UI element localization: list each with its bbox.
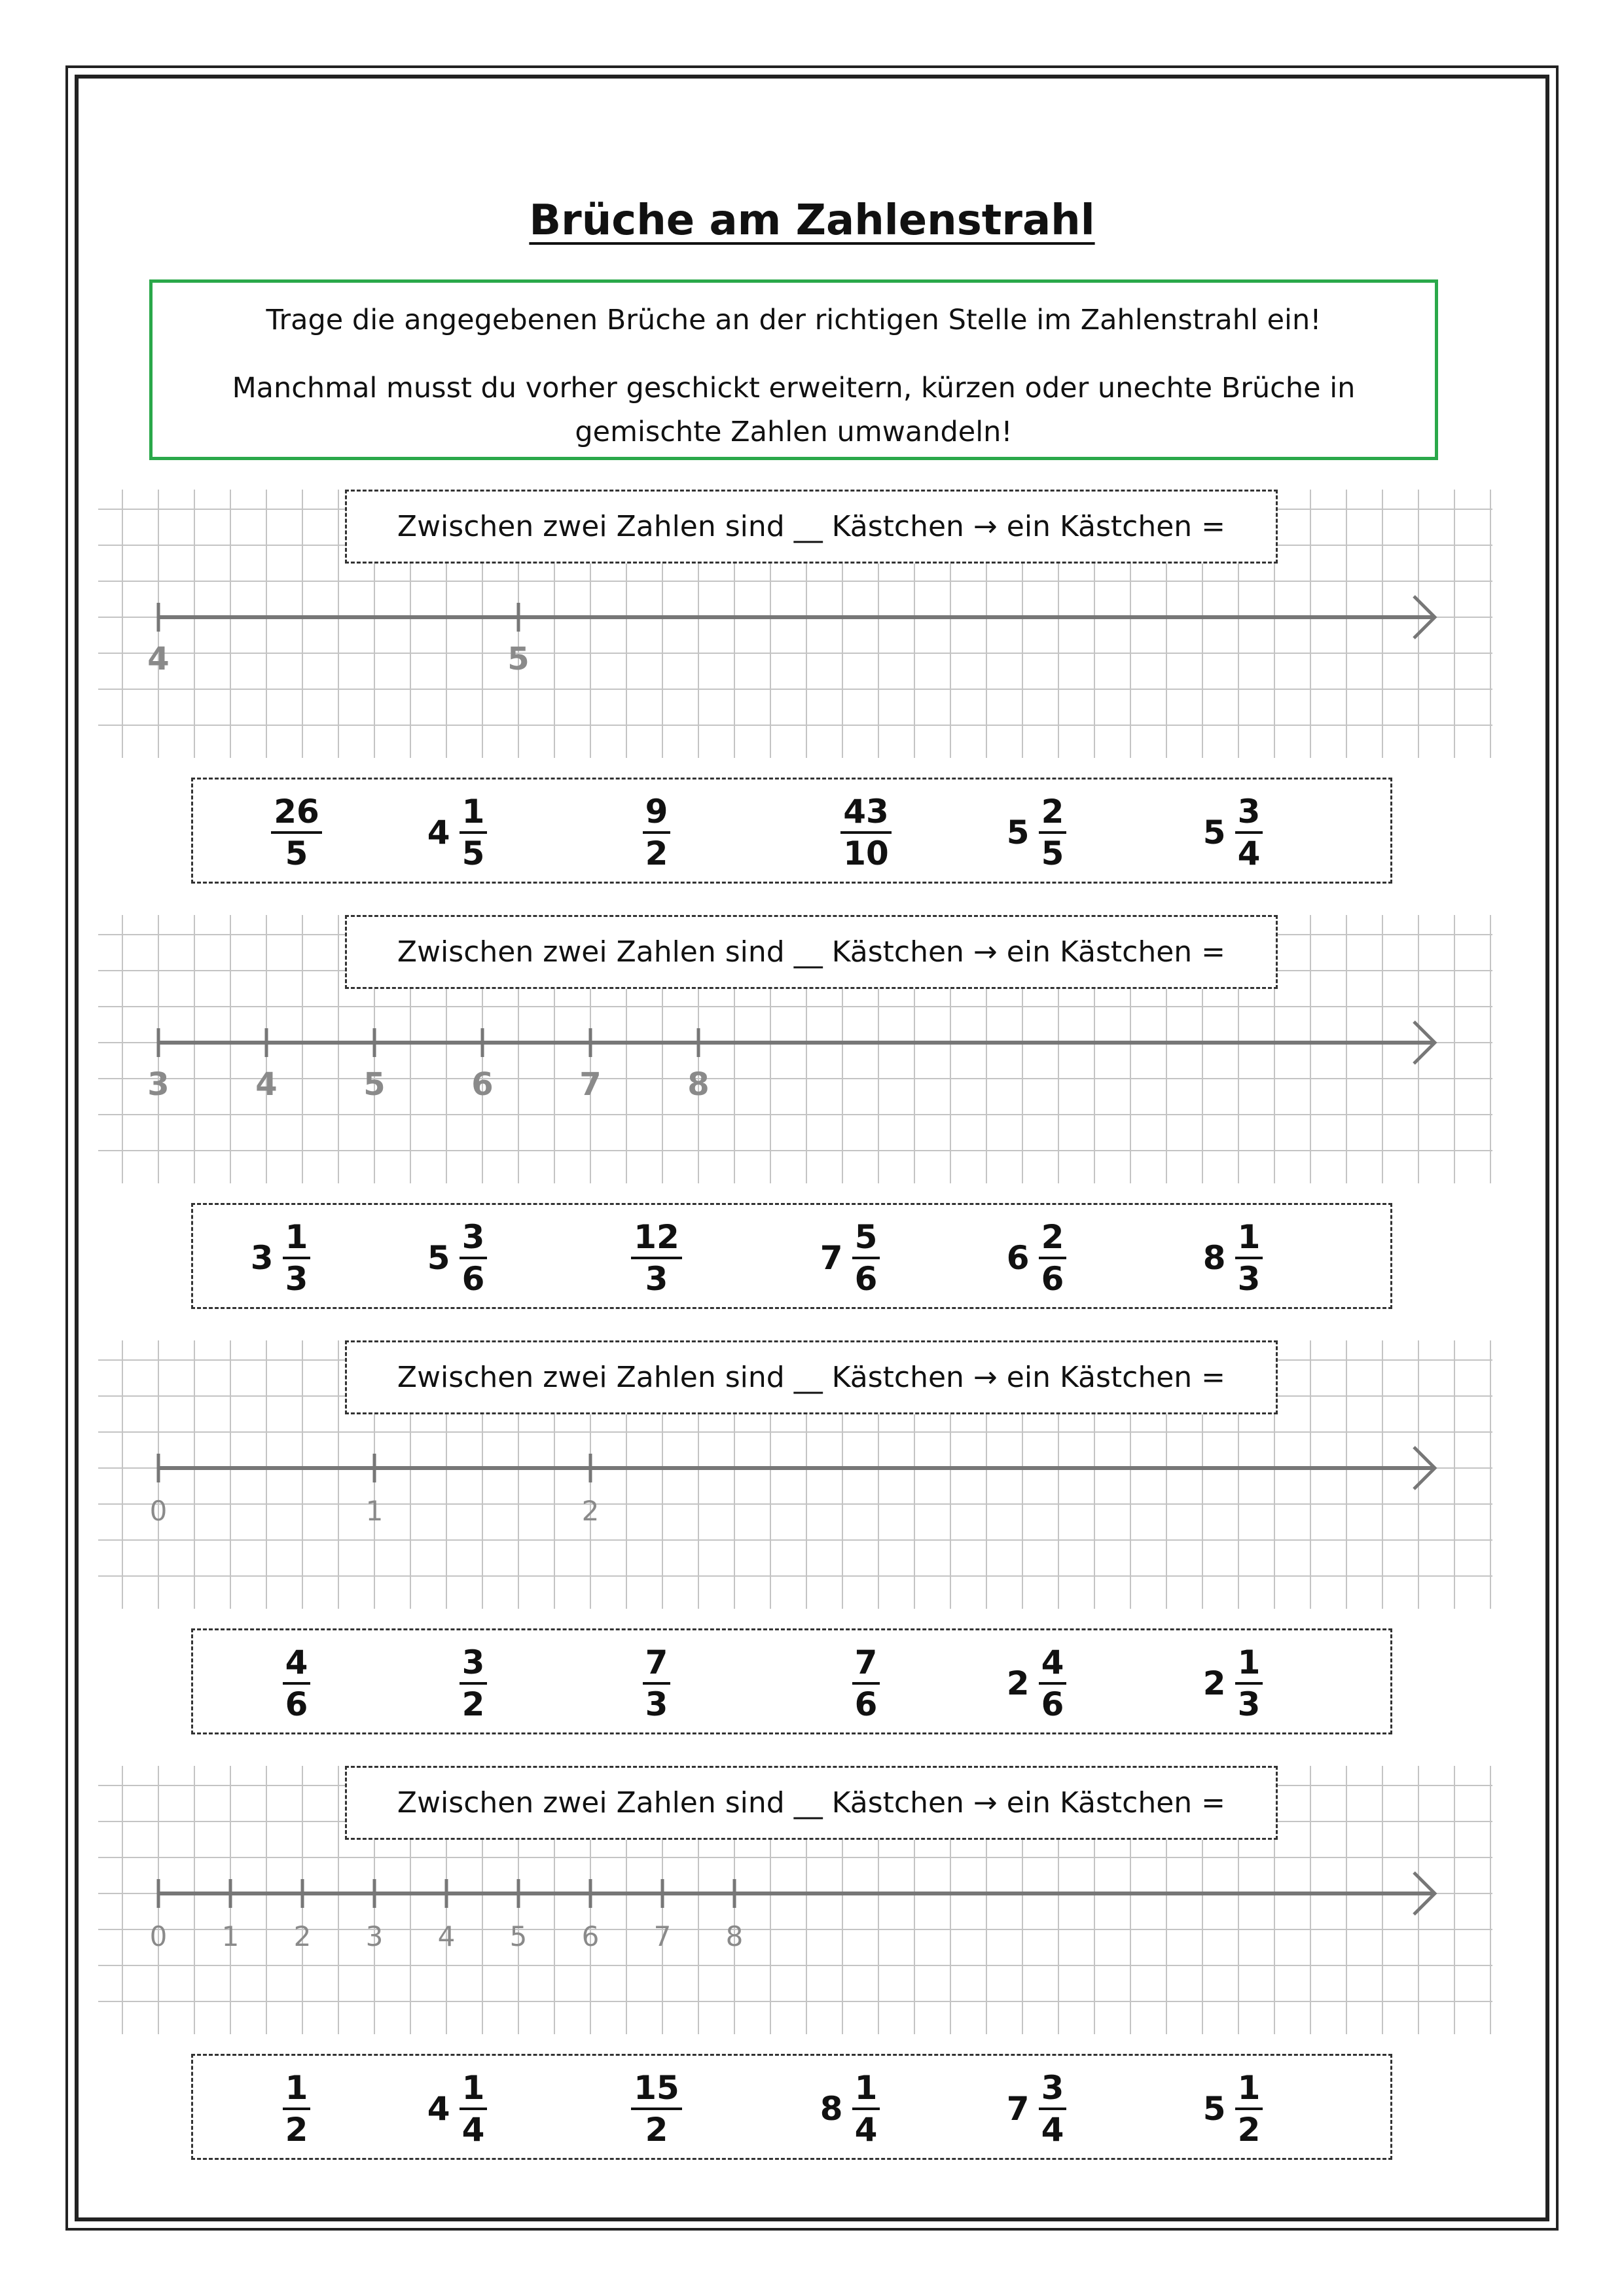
denominator: 3 (645, 1260, 668, 1298)
hint-box: Zwischen zwei Zahlen sind __ Kästchen → ein Kästchen = (345, 490, 1278, 564)
axis-label: 6 (471, 1066, 494, 1103)
numerator: 1 (461, 2069, 485, 2107)
denominator: 6 (1041, 1260, 1064, 1298)
axis-label: 7 (579, 1066, 602, 1103)
axis-label: 4 (255, 1066, 278, 1103)
denominator: 2 (461, 1685, 485, 1723)
fraction-item (631, 2066, 682, 2151)
denominator: 4 (1237, 834, 1261, 872)
numerator: 15 (634, 2069, 679, 2107)
number-line-section-4 (0, 1766, 1624, 2191)
fraction (283, 2068, 311, 2149)
fraction-item (820, 2066, 880, 2151)
fraction-item (271, 790, 322, 875)
worksheet-title: Brüche am Zahlenstrahl (529, 196, 1095, 245)
fraction (631, 2068, 682, 2149)
numerator: 9 (645, 793, 668, 831)
denominator: 2 (285, 2111, 308, 2149)
numerator: 4 (1041, 1643, 1064, 1681)
whole-number: 8 (1202, 1239, 1226, 1277)
numerator: 1 (461, 793, 485, 831)
denominator: 4 (461, 2111, 485, 2149)
fraction (1235, 1643, 1263, 1724)
axis-label: 1 (365, 1495, 384, 1527)
fraction-item (283, 1641, 311, 1726)
denominator: 4 (1041, 2111, 1064, 2149)
denominator: 3 (645, 1685, 668, 1723)
fraction-item (460, 1641, 488, 1726)
fraction (460, 1643, 488, 1724)
fraction (460, 1217, 488, 1299)
denominator: 6 (285, 1685, 308, 1723)
denominator: 5 (285, 834, 308, 872)
whole-number: 4 (427, 814, 450, 852)
fraction (1039, 2068, 1067, 2149)
axis-label: 5 (507, 641, 530, 677)
fraction-item (820, 1215, 880, 1300)
whole-number: 6 (1006, 1239, 1030, 1277)
axis-label: 4 (437, 1920, 456, 1952)
fraction-item (1007, 2066, 1067, 2151)
numerator: 2 (1041, 1218, 1064, 1256)
axis-label: 8 (725, 1920, 744, 1952)
axis-label: 2 (293, 1920, 312, 1952)
numerator: 7 (854, 1643, 878, 1681)
number-line-section-1 (0, 490, 1624, 915)
axis-label: 3 (147, 1066, 170, 1103)
fraction (1235, 2068, 1263, 2149)
numerator: 1 (1237, 1218, 1261, 1256)
fraction (460, 2068, 488, 2149)
fraction (643, 792, 671, 873)
hint-box: Zwischen zwei Zahlen sind __ Kästchen → ein Kästchen = (345, 1766, 1278, 1840)
numerator: 1 (285, 2069, 308, 2107)
fraction-item (1203, 2066, 1263, 2151)
denominator: 6 (461, 1260, 485, 1298)
instruction-line-1: Trage die angegebenen Brüche an der richtigen Stelle im Zahlenstrahl ein! (266, 304, 1322, 336)
whole-number: 5 (427, 1239, 450, 1277)
whole-number: 8 (820, 2090, 843, 2128)
fraction-item (631, 1215, 682, 1300)
denominator: 2 (645, 834, 668, 872)
axis-label: 0 (149, 1920, 168, 1952)
instruction-line-2: Manchmal musst du vorher geschickt erweitern, kürzen oder unechte Brüche in gemischte Zahlen umwandeln! (232, 372, 1356, 448)
denominator: 4 (854, 2111, 878, 2149)
fraction-item (283, 2066, 311, 2151)
numerator: 7 (645, 1643, 668, 1681)
fraction-list-box (191, 1628, 1392, 1734)
fraction-list-box (191, 778, 1392, 884)
whole-number: 7 (820, 1239, 843, 1277)
axis-label: 7 (653, 1920, 672, 1952)
fraction (1039, 1217, 1067, 1299)
fraction (1235, 792, 1263, 873)
denominator: 3 (285, 1260, 308, 1298)
fraction-item (643, 1641, 671, 1726)
whole-number: 4 (427, 2090, 450, 2128)
numerator: 5 (854, 1218, 878, 1256)
fraction-item (1007, 1641, 1067, 1726)
fraction-item (1203, 1215, 1263, 1300)
denominator: 10 (843, 834, 889, 872)
axis-label: 5 (509, 1920, 528, 1952)
fraction (271, 792, 322, 873)
axis-label: 5 (363, 1066, 386, 1103)
numerator: 12 (634, 1218, 679, 1256)
denominator: 2 (1237, 2111, 1261, 2149)
fraction-item (427, 2066, 488, 2151)
whole-number: 2 (1006, 1664, 1030, 1702)
number-line-section-3 (0, 1340, 1624, 1766)
denominator: 5 (1041, 834, 1064, 872)
axis-label: 1 (221, 1920, 240, 1952)
fraction-list-box (191, 1203, 1392, 1309)
axis-label: 2 (581, 1495, 600, 1527)
fraction (840, 792, 892, 873)
fraction-list-box (191, 2054, 1392, 2160)
numerator: 1 (1237, 2069, 1261, 2107)
fraction-item (1007, 1215, 1067, 1300)
fraction-item (852, 1641, 880, 1726)
whole-number: 5 (1202, 2090, 1226, 2128)
hint-box: Zwischen zwei Zahlen sind __ Kästchen → ein Kästchen = (345, 1340, 1278, 1414)
axis-label: 4 (147, 641, 170, 677)
fraction (1039, 792, 1067, 873)
fraction (1235, 1217, 1263, 1299)
whole-number: 5 (1202, 814, 1226, 852)
numerator: 26 (274, 793, 319, 831)
numerator: 4 (285, 1643, 308, 1681)
fraction-item (1203, 1641, 1263, 1726)
fraction (283, 1217, 311, 1299)
numerator: 1 (1237, 1643, 1261, 1681)
fraction-item (427, 1215, 488, 1300)
numerator: 3 (1041, 2069, 1064, 2107)
fraction (852, 1217, 880, 1299)
axis-label: 6 (581, 1920, 600, 1952)
numerator: 3 (461, 1643, 485, 1681)
denominator: 2 (645, 2111, 668, 2149)
whole-number: 2 (1202, 1664, 1226, 1702)
fraction-item (1203, 790, 1263, 875)
hint-box: Zwischen zwei Zahlen sind __ Kästchen → ein Kästchen = (345, 915, 1278, 989)
fraction (460, 792, 488, 873)
axis-label: 3 (365, 1920, 384, 1952)
fraction-item (643, 790, 671, 875)
fraction-item (427, 790, 488, 875)
fraction (852, 2068, 880, 2149)
fraction-item (840, 790, 892, 875)
numerator: 1 (854, 2069, 878, 2107)
fraction (283, 1643, 311, 1724)
fraction-item (251, 1215, 311, 1300)
denominator: 3 (1237, 1685, 1261, 1723)
numerator: 1 (285, 1218, 308, 1256)
denominator: 6 (854, 1685, 878, 1723)
number-line-section-2 (0, 915, 1624, 1340)
numerator: 3 (1237, 793, 1261, 831)
fraction (643, 1643, 671, 1724)
numerator: 43 (843, 793, 889, 831)
axis-label: 8 (687, 1066, 710, 1103)
denominator: 3 (1237, 1260, 1261, 1298)
whole-number: 3 (250, 1239, 274, 1277)
whole-number: 7 (1006, 2090, 1030, 2128)
numerator: 3 (461, 1218, 485, 1256)
fraction (852, 1643, 880, 1724)
denominator: 6 (854, 1260, 878, 1298)
instruction-box (149, 279, 1438, 460)
fraction-item (1007, 790, 1067, 875)
axis-label: 0 (149, 1495, 168, 1527)
denominator: 6 (1041, 1685, 1064, 1723)
fraction (631, 1217, 682, 1299)
numerator: 2 (1041, 793, 1064, 831)
fraction (1039, 1643, 1067, 1724)
whole-number: 5 (1006, 814, 1030, 852)
denominator: 5 (461, 834, 485, 872)
